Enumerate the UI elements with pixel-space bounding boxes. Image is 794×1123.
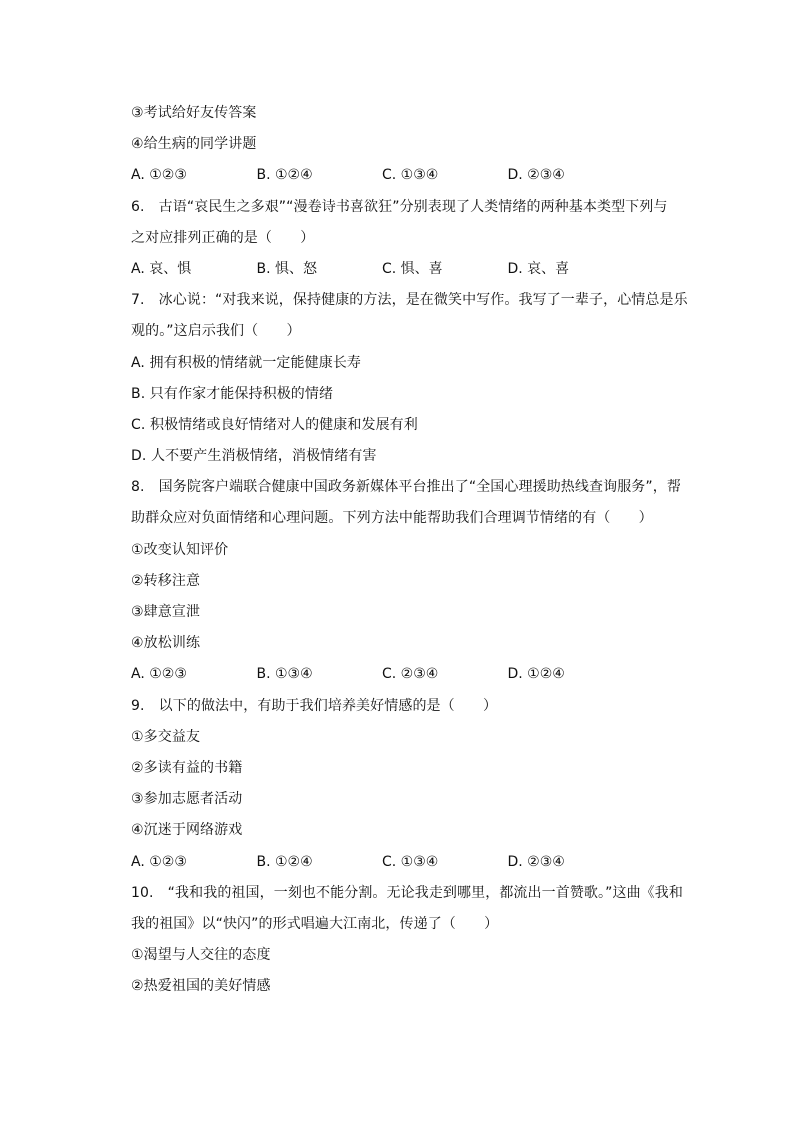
text-line: D. 人不要产生消极情绪，消极情绪有害	[131, 448, 377, 465]
answer-option: B. ①③④	[256, 666, 313, 683]
text-line: B. 只有作家才能保持积极的情绪	[131, 385, 334, 402]
answer-options-row	[131, 659, 696, 690]
answer-option: B. ①②④	[256, 167, 313, 184]
text-line: 6. 古语“哀民生之多艰”“漫卷诗书喜欲狂”分别表现了人类情绪的两种基本类型下列与	[131, 198, 668, 215]
answer-option: D. ①②④	[507, 666, 565, 683]
answer-options-row	[131, 254, 696, 285]
text-line: 9. 以下的做法中，有助于我们培养美好情感的是（ ）	[131, 697, 498, 714]
text-line: C. 积极情绪或良好情绪对人的健康和发展有利	[131, 416, 418, 433]
text-line: ②多读有益的书籍	[131, 759, 243, 776]
text-line: ①改变认知评价	[131, 541, 229, 558]
text-line: 7. 冰心说：“对我来说，保持健康的方法，是在微笑中写作。我写了一辈子，心情总是乐	[131, 292, 688, 309]
question-content	[131, 98, 696, 1002]
text-line: ③考试给好友传答案	[131, 105, 257, 121]
answer-option: C. ②③④	[382, 666, 439, 683]
answer-option: D. 哀、喜	[507, 260, 570, 277]
text-line: 8. 国务院客户端联合健康中国政务新媒体平台推出了“全国心理援助热线查询服务”，帮	[131, 479, 681, 496]
text-line: ③肆意宣泄	[131, 604, 201, 620]
answer-option: A. ①②③	[131, 167, 187, 184]
answer-options-row	[131, 847, 696, 878]
answer-option: A. 哀、惧	[131, 260, 192, 277]
text-line: ③参加志愿者活动	[131, 791, 243, 808]
text-line: ④沉迷于网络游戏	[131, 822, 243, 839]
text-line: ②转移注意	[131, 572, 201, 589]
text-line: ①渴望与人交往的态度	[131, 947, 271, 964]
text-line: ④给生病的同学讲题	[131, 136, 257, 153]
text-line: ①多交益友	[131, 728, 201, 745]
text-line: A. 拥有积极的情绪就一定能健康长寿	[131, 354, 362, 371]
answer-option: A. ①②③	[131, 853, 187, 870]
text-line: ④放松训练	[131, 635, 201, 652]
answer-option: B. 惧、怒	[256, 260, 318, 277]
text-line: 之对应排列正确的是（ ）	[131, 229, 315, 246]
text-line: 10. “我和我的祖国，一刻也不能分割。无论我走到哪里，都流出一首赞歌。”这曲《我和	[131, 884, 683, 901]
text-line: 我的祖国》以“快闪”的形式唱遍大江南北，传递了（ ）	[131, 915, 499, 932]
answer-option: B. ①②④	[256, 853, 313, 870]
answer-option: D. ②③④	[507, 853, 565, 870]
text-line: 助群众应对负面情绪和心理问题。下列方法中能帮助我们合理调节情绪的有（ ）	[131, 510, 653, 527]
answer-option: C. ①③④	[382, 853, 439, 870]
answer-option: D. ②③④	[507, 167, 565, 184]
answer-option: C. 惧、喜	[382, 260, 443, 277]
answer-option: A. ①②③	[131, 666, 187, 683]
answer-option: C. ①③④	[382, 167, 439, 184]
text-line: ②热爱祖国的美好情感	[131, 978, 271, 995]
text-line: 观的。”这启示我们（ ）	[131, 323, 301, 340]
answer-options-row	[131, 160, 696, 191]
